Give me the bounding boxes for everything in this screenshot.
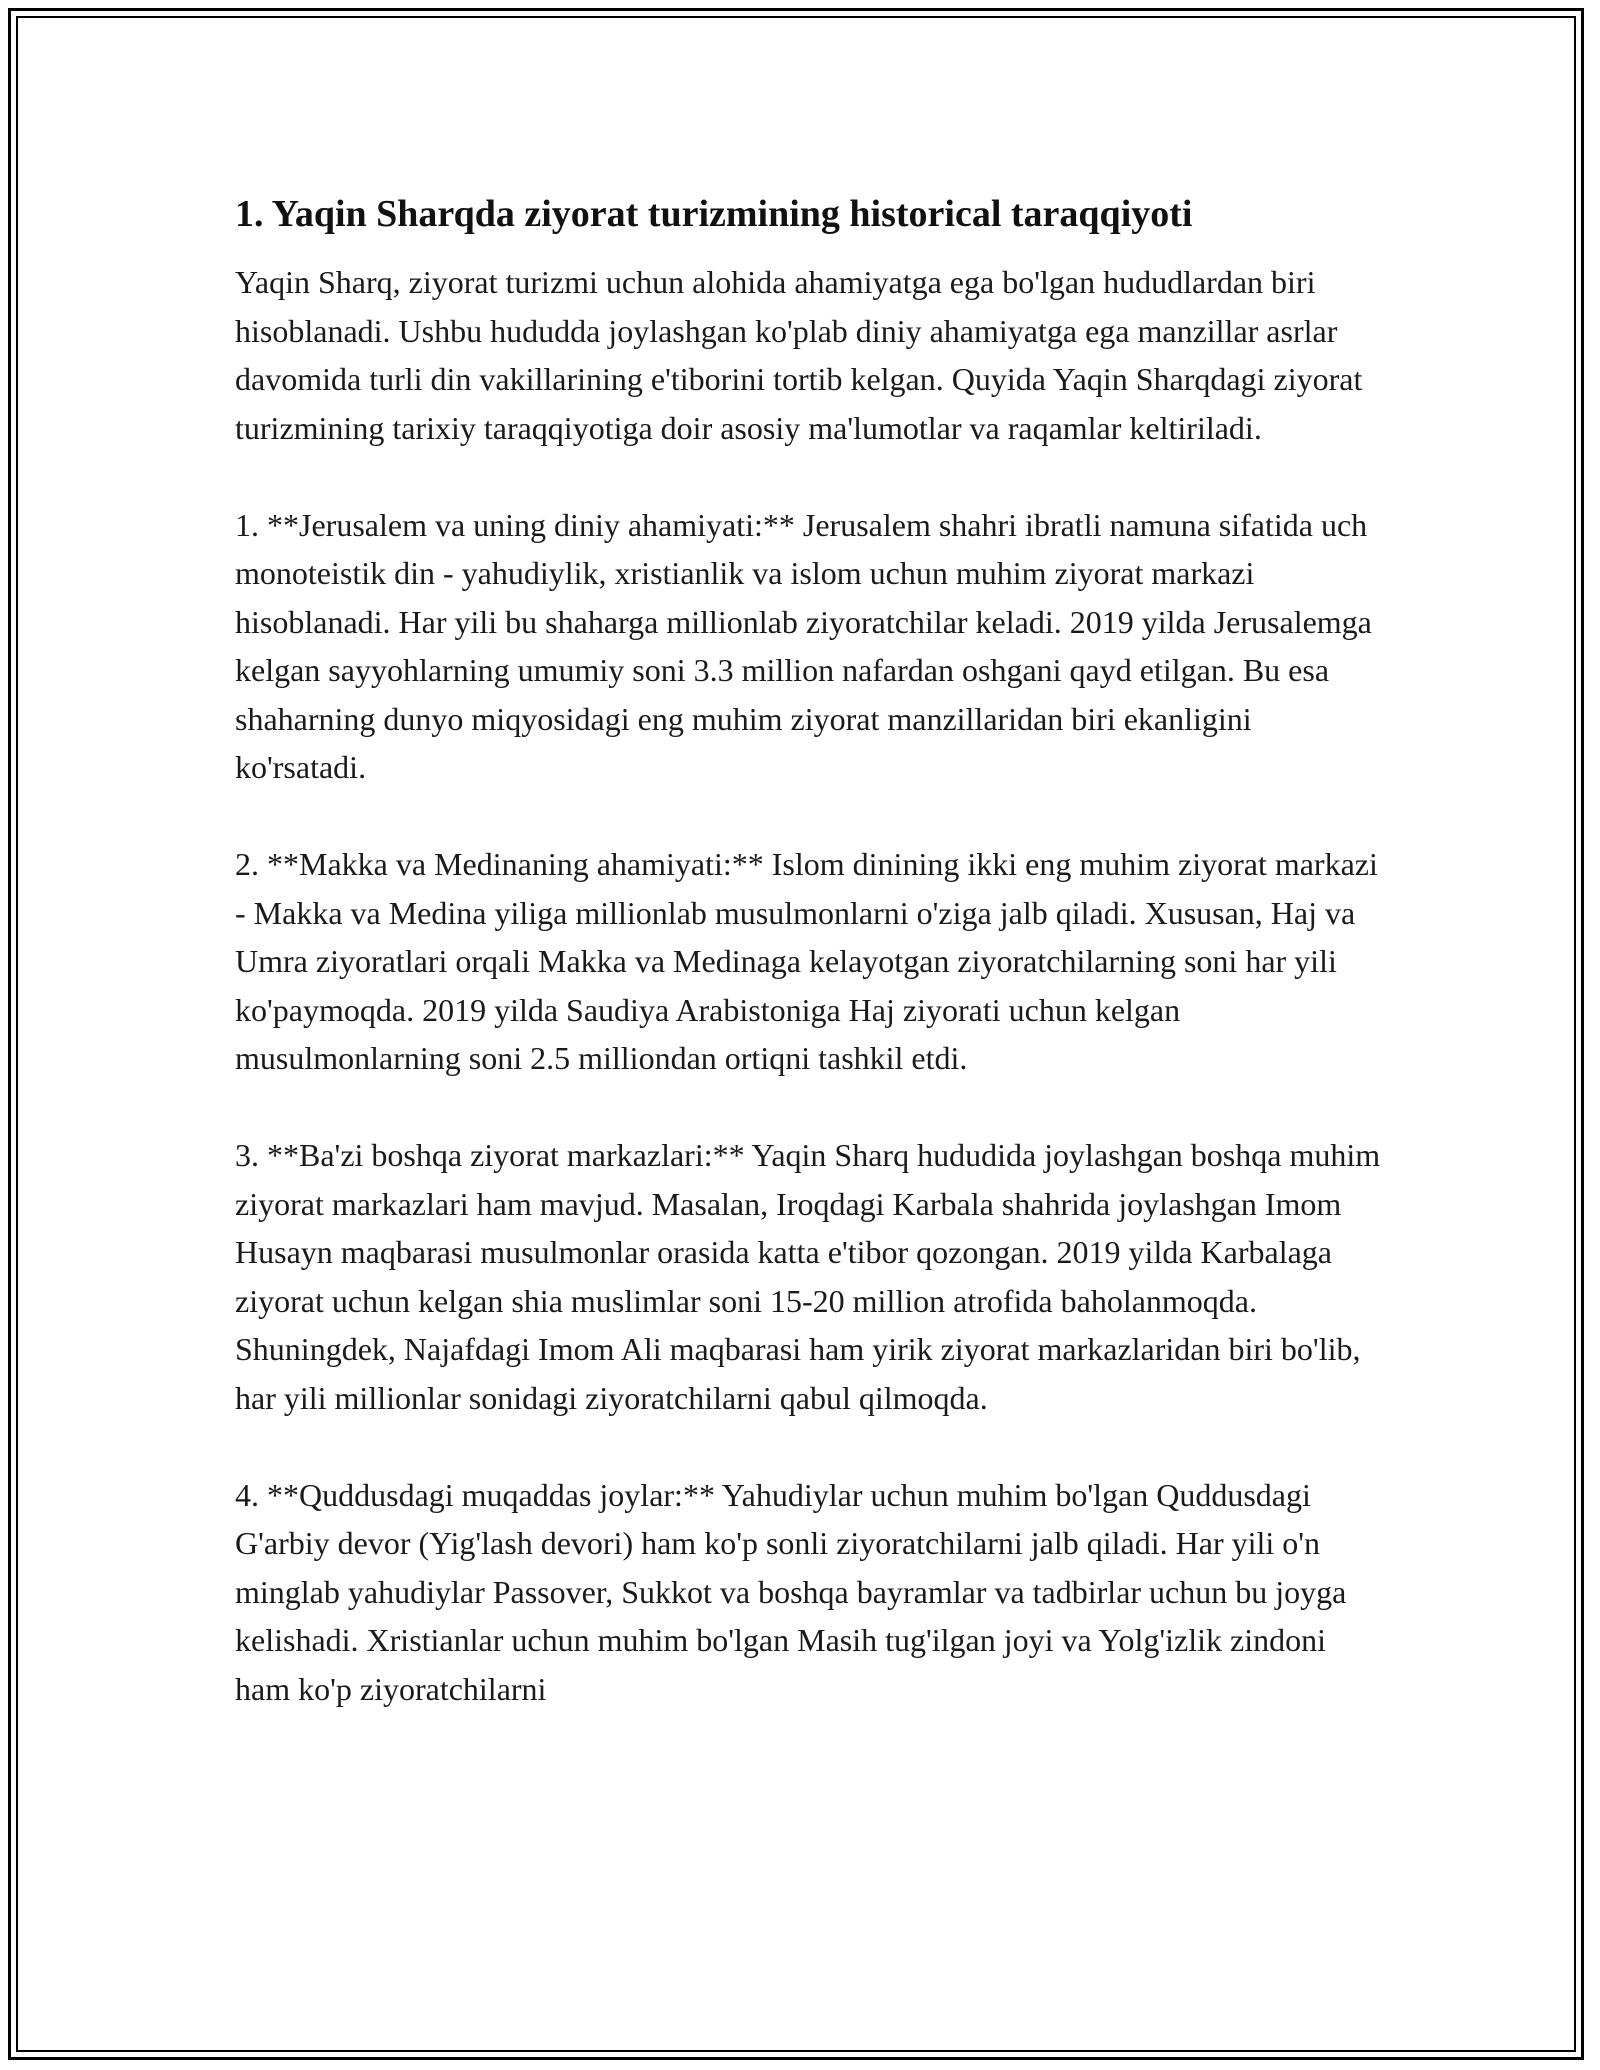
paragraph-intro: Yaqin Sharq, ziyorat turizmi uchun alohida ahamiyatga ega bo'lgan hududlardan biri hisoblanadi. Ushbu hududda joylashgan ko'plab diniy ahamiyatga ega manzillar asrlar davomida turli din vakillarining e'tiborini tortib kelgan. Quyida Yaqin Sharqdagi ziyorat turizmining tarixiy taraqqiyotiga doir asosiy ma'lumotlar va raqamlar keltiriladi. [235, 264, 1363, 446]
paragraph-makka-medina: 2. **Makka va Medinaning ahamiyati:** Islom dinining ikki eng muhim ziyorat markazi - Makka va Medina yiliga millionlab musulmonlarni o'ziga jalb qiladi. Xususan, Haj va Umra ziyoratlari orqali Makka va Medinaga kelayotgan ziyoratchilarning soni har yili ko'paymoqda. 2019 yilda Saudiya Arabistoniga Haj ziyorati uchun kelgan musulmonlarning soni 2.5 milliondan ortiqni tashkil etdi. [235, 846, 1378, 1076]
paragraph-quddus: 4. **Quddusdagi muqaddas joylar:** Yahudiylar uchun muhim bo'lgan Quddusdagi G'arbiy devor (Yig'lash devori) ham ko'p sonli ziyoratchilarni jalb qiladi. Har yili o'n minglab yahudiylar Passover, Sukkot va boshqa bayramlar va tadbirlar uchun bu joyga kelishadi. Xristianlar uchun muhim bo'lgan Masih tug'ilgan joyi va Yolg'izlik zindoni ham ko'p ziyoratchilarni [235, 1476, 1347, 1707]
paragraph-jerusalem: 1. **Jerusalem va uning diniy ahamiyati:** Jerusalem shahri ibratli namuna sifatida uch monoteistik din - yahudiylik, xristianlik va islom uchun muhim ziyorat markazi hisoblanadi. Har yili bu shaharga millionlab ziyoratchilar keladi. 2019 yilda Jerusalemga kelgan sayyohlarning umumiy soni 3.3 million nafardan oshgani qayd etilgan. Bu esa shaharning dunyo miqyosidagi eng muhim ziyorat manzillaridan biri ekanligini ko'rsatadi. [235, 506, 1372, 785]
document-body [235, 188, 1385, 1762]
paragraph-other-centers: 3. **Ba'zi boshqa ziyorat markazlari:** Yaqin Sharq hududida joylashgan boshqa muhim ziyorat markazlari ham mavjud. Masalan, Iroqdagi Karbala shahrida joylashgan Imom Husayn maqbarasi musulmonlar orasida katta e'tibor qozongan. 2019 yilda Karbalaga ziyorat uchun kelgan shia muslimlar soni 15-20 million atrofida baholanmoqda. Shuningdek, Najafdagi Imom Ali maqbarasi ham yirik ziyorat markazlaridan biri bo'lib, har yili millionlar sonidagi ziyoratchilarni qabul qilmoqda. [235, 1137, 1381, 1416]
section-heading: 1. Yaqin Sharqda ziyorat turizmining historical taraqqiyoti [235, 193, 1193, 235]
